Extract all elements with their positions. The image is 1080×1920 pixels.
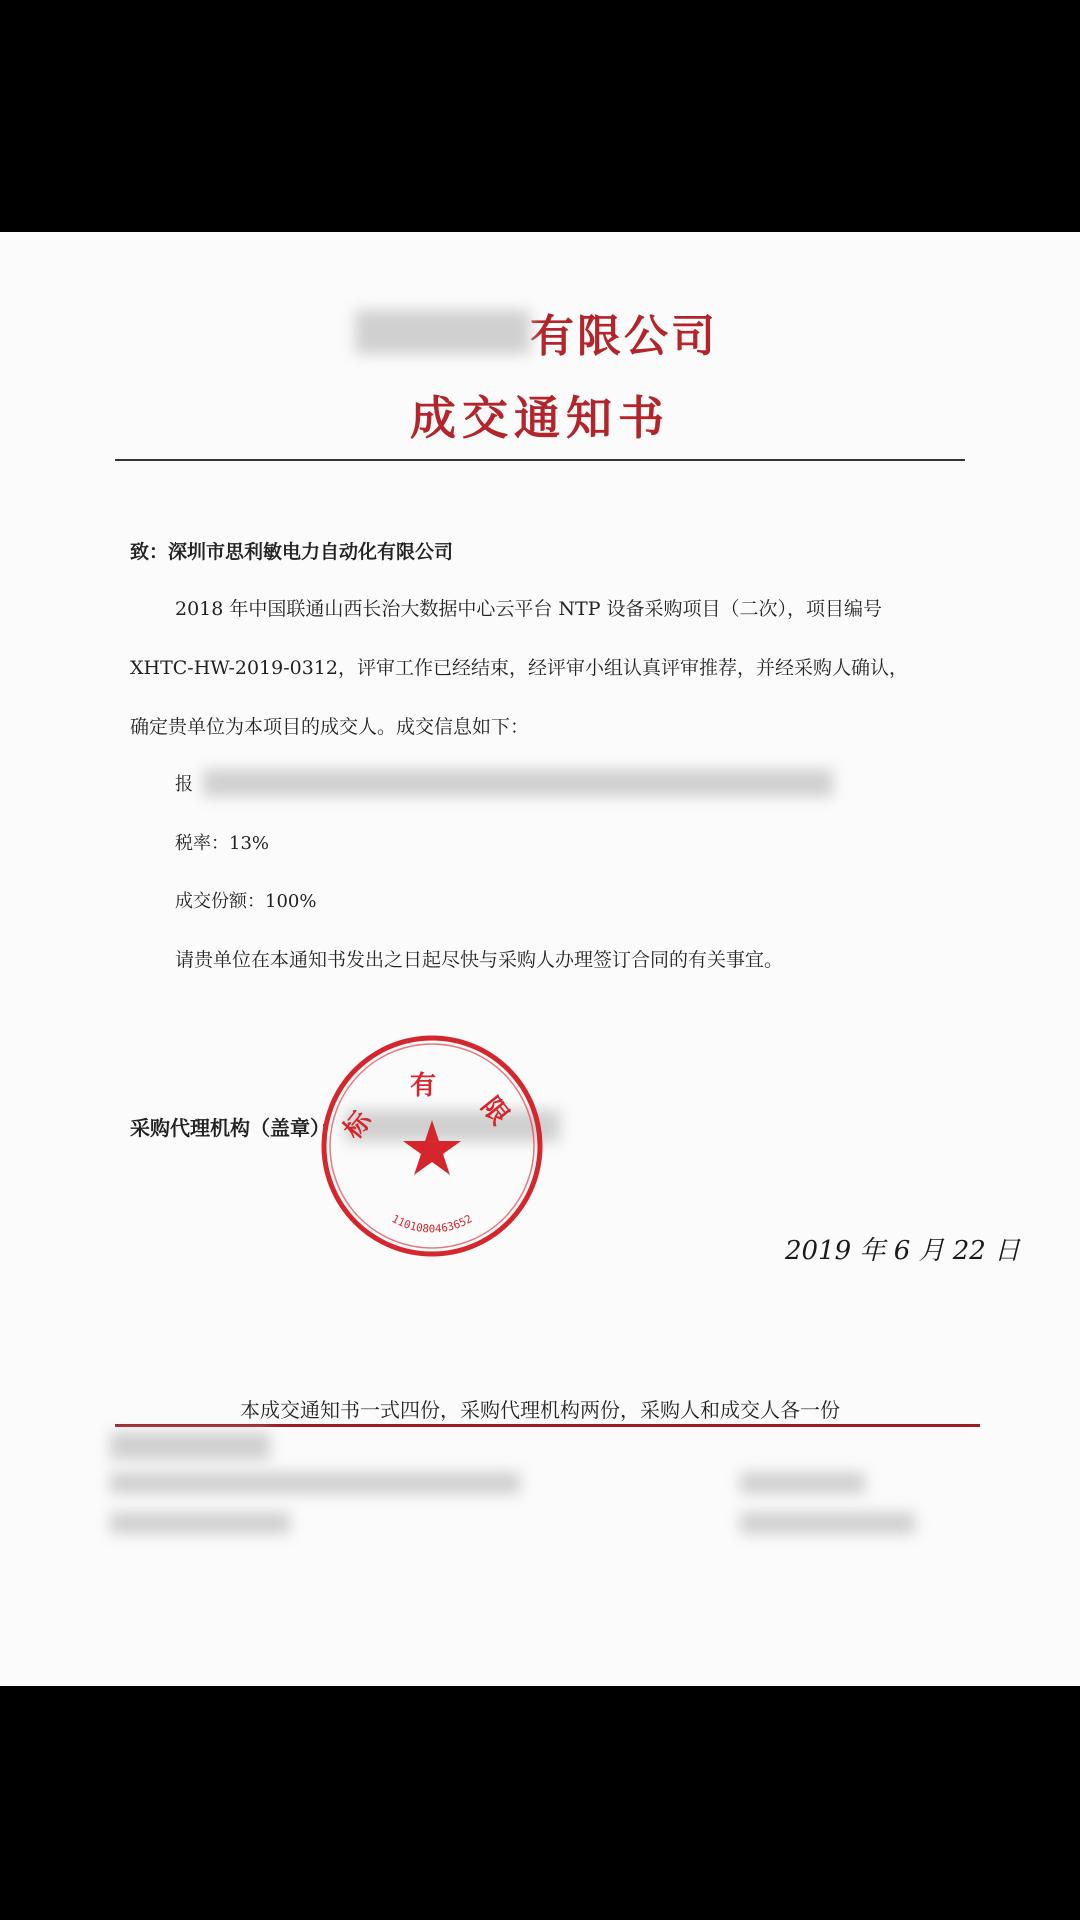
seal-number: 1101080463652	[389, 1212, 475, 1236]
signing-date: 2019 年 6 月 22 日	[785, 1236, 1021, 1266]
footer-divider	[115, 1424, 980, 1427]
document-title: 成交通知书	[410, 391, 670, 445]
official-seal	[318, 1032, 546, 1260]
company-header	[355, 302, 718, 362]
body-line-2: XHTC-HW-2019-0312，评审工作已经结束，经评审小组认真评审推荐，并经采购人确认，	[130, 657, 908, 679]
redacted-price	[203, 769, 833, 797]
redacted-company-prefix	[355, 310, 530, 354]
redacted-footer-line-3	[110, 1512, 290, 1534]
body-line-3: 确定贵单位为本项目的成交人。成交信息如下：	[130, 716, 530, 738]
company-name-suffix: 有限公司	[530, 311, 718, 362]
bottom-black-bar	[0, 1686, 1080, 1920]
redacted-footer-right-2	[740, 1512, 915, 1534]
svg-text:1101080463652	[390, 1212, 475, 1235]
addressee: 致：深圳市思利敏电力自动化有限公司	[130, 541, 454, 563]
redacted-footer-line-1	[110, 1432, 270, 1460]
body-line-1: 2018 年中国联通山西长治大数据中心云平台 NTP 设备采购项目（二次），项目编号	[175, 598, 883, 620]
header-divider	[115, 459, 965, 461]
redacted-footer-line-2	[110, 1472, 520, 1494]
document-page	[0, 232, 1080, 1686]
price-row	[175, 769, 833, 797]
agency-label: 采购代理机构（盖章）：	[130, 1116, 340, 1140]
top-black-bar	[0, 0, 1080, 232]
redacted-footer-right-1	[740, 1472, 865, 1494]
tax-rate: 税率：13%	[175, 833, 270, 854]
price-label: 报	[175, 774, 193, 795]
footer-note: 本成交通知书一式四份，采购代理机构两份，采购人和成交人各一份	[240, 1398, 840, 1422]
seal-top-text: 标 有 限	[338, 1070, 526, 1145]
share: 成交份额：100%	[175, 891, 317, 912]
closing-line: 请贵单位在本通知书发出之日起尽快与采购人办理签订合同的有关事宜。	[175, 949, 784, 971]
